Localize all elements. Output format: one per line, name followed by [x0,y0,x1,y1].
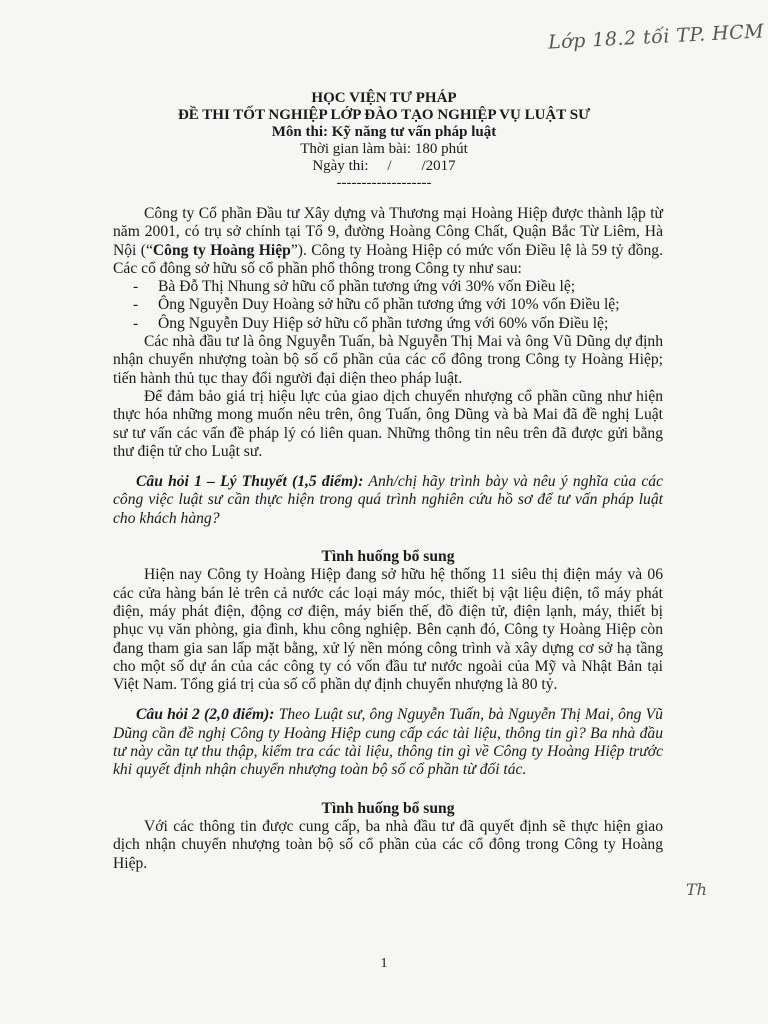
question-2-label: Câu hỏi 2 (2,0 điểm): [136,706,275,724]
page-number: 1 [380,956,388,971]
handwritten-class-note: Lớp 18.2 tối TP. HCM [547,20,765,54]
question-1-label: Câu hỏi 1 – Lý Thuyết (1,5 điểm): [136,473,364,491]
exam-subject: Môn thi: Kỹ năng tư vấn pháp luật [271,124,497,140]
exam-title: ĐỀ THI TỐT NGHIỆP LỚP ĐÀO TẠO NGHIỆP VỤ LUẬT SƯ [177,107,591,123]
institution-name: HỌC VIỆN TƯ PHÁP [311,90,457,106]
question-2-text: Theo Luật sư, ông Nguyễn Tuấn, bà Nguyễn Thị Mai, ông Vũ Dũng cần đề nghị Công ty Hoàng Hiệp cung cấp các tài liệu, thông tin gì? Ba nhà đầu tư này cần tự thu thập, kiểm tra các tài liệu, thông tin gì về Công ty Hoàng Hiệp trước khi quyết định nhận chuyển nhượng toàn bộ số cổ phần từ đối tác. [113,706,663,779]
supplement-heading-1: Tình huống bổ sung [321,548,455,566]
exam-date: Ngày thi: / /2017 [312,158,456,174]
exam-body [113,205,663,873]
intro-text-end: ”). Công ty Hoàng Hiệp có mức vốn Điều lệ là 59 tỷ đồng. Các cổ đông sở hữu số cổ phần phổ thông trong Công ty như sau: [113,241,664,277]
question-2 [113,706,663,779]
question-1 [113,473,663,528]
supplement-heading-2: Tình huống bổ sung [321,799,455,817]
shareholder-list [113,278,663,333]
shareholder-item: - Ông Nguyễn Duy Hoàng sở hữu cổ phần tương ứng với 10% vốn Điều lệ; [113,296,663,314]
request-paragraph: Để đảm bảo giá trị hiệu lực của giao dịch chuyển nhượng cổ phần cũng như hiện thực hóa những mong muốn nêu trên, ông Tuấn, ông Dũng và bà Mai đã đề nghị Luật sư tư vấn các vấn đề pháp lý có liên quan. Những thông tin nêu trên đã được gửi bằng thư điện tử cho Luật sư. [113,387,663,460]
header-divider: ------------------- [336,175,432,191]
intro-paragraph [113,205,663,278]
handwritten-initials: Th [686,880,707,899]
supplement-paragraph-2: Với các thông tin được cung cấp, ba nhà đầu tư đã quyết định sẽ thực hiện giao dịch nhận chuyển nhượng toàn bộ số cổ phần của các cổ đông trong Công ty Hoàng Hiệp. [113,817,663,872]
company-short-name: Công ty Hoàng Hiệp [152,241,291,259]
exam-duration: Thời gian làm bài: 180 phút [300,141,468,157]
question-1-text: Anh/chị hãy trình bày và nêu ý nghĩa của các công việc luật sư cần thực hiện trong quá trình nghiên cứu hồ sơ để tư vấn pháp luật cho khách hàng? [113,473,663,527]
intro-text-start: Công ty Cổ phần Đầu tư Xây dựng và Thương mại Hoàng Hiệp được thành lập từ năm 2001, có trụ sở chính tại Tổ 9, đường Hoàng Công Chất, Quận Bắc Từ Liêm, Hà Nội (“ [113,205,663,259]
investors-paragraph: Các nhà đầu tư là ông Nguyễn Tuấn, bà Nguyễn Thị Mai và ông Vũ Dũng dự định nhận chuyển nhượng toàn bộ số cổ phần của các cổ đông trong Công ty Hoàng Hiệp; tiến hành thủ tục thay đổi người đại diện theo pháp luật. [113,333,663,387]
exam-header [0,90,768,192]
shareholder-item: - Ông Nguyễn Duy Hiệp sở hữu cổ phần tương ứng với 60% vốn Điều lệ; [113,315,663,333]
shareholder-item: - Bà Đỗ Thị Nhung sở hữu cổ phần tương ứng với 30% vốn Điều lệ; [113,278,663,296]
supplement-paragraph-1: Hiện nay Công ty Hoàng Hiệp đang sở hữu hệ thống 11 siêu thị điện máy và 06 các cửa hàng bán lẻ trên cả nước các loại máy móc, thiết bị vật liệu điện, tổ máy phát điện, máy phát điện, động cơ điện, máy biến thế, đồ điện tử, điện lạnh, máy, thiết bị phục vụ văn phòng, gia đình, khu công nghiệp. Bên cạnh đó, Công ty Hoàng Hiệp còn đang tham gia san lấp mặt bằng, xử lý nền móng công trình và xây dựng cơ sở hạ tầng cho một số dự án của các công ty có vốn đầu tư nước ngoài của Mỹ và Nhật Bản tại Việt Nam. Tổng giá trị của số cổ phần dự định chuyển nhượng là 80 tỷ. [113,566,663,694]
